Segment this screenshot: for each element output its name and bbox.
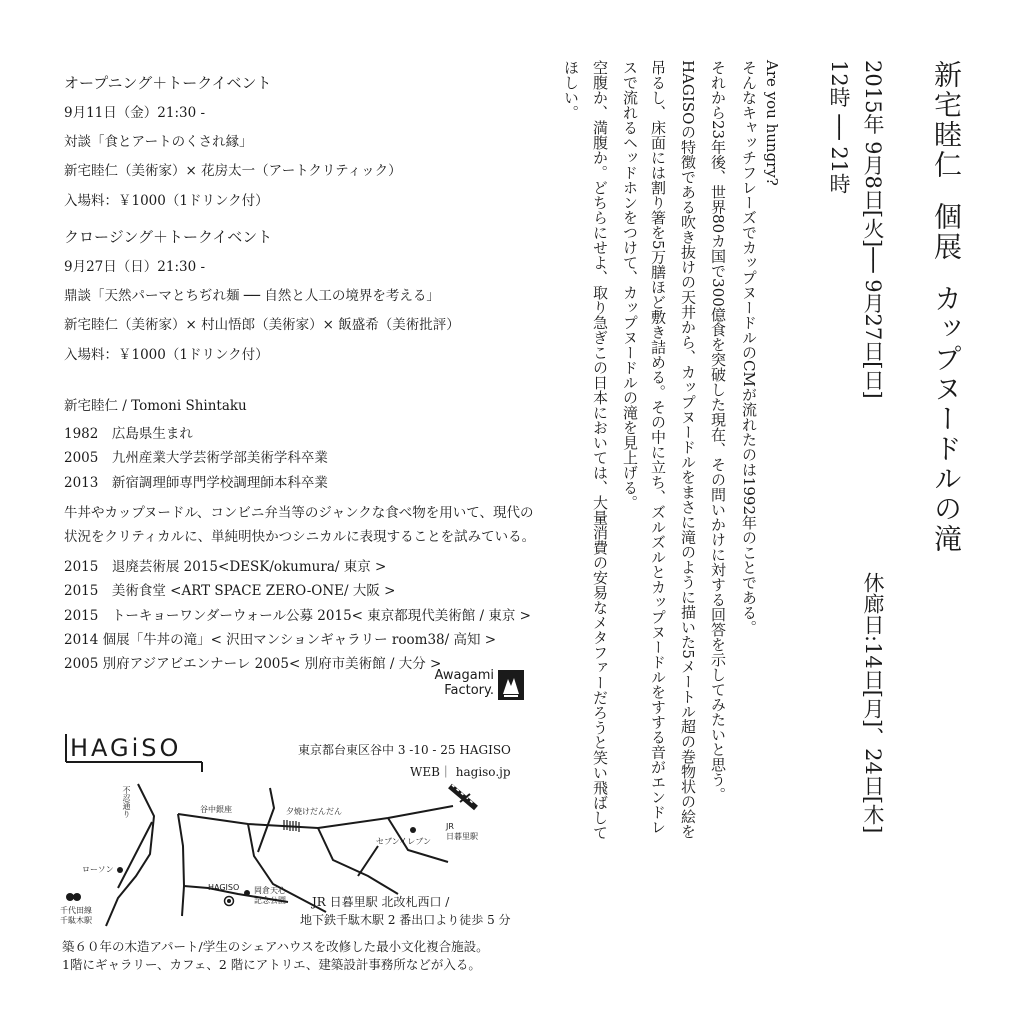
map-label-seven-eleven: セブンイレブン: [376, 837, 431, 846]
statement-line: 吊るし、床面には割り箸を5万膳ほど敷き詰める。その中に立ち、ズルズルとカップヌードルをすする音がエンドレ: [649, 60, 667, 835]
statement-line: ほしい。: [562, 60, 580, 120]
venue-description-line: 1階にギャラリー、カフェ、2 階にアトリエ、建築設計事務所などが入る。: [62, 957, 481, 972]
map-label-okakura-park: 岡倉天心 記念公園: [254, 886, 286, 905]
venue-web: WEB｜ hagiso.jp: [410, 765, 511, 779]
bio-name: 新宅睦仁 / Tomoni Shintaku: [64, 398, 247, 414]
exhibition-title: [930, 60, 963, 554]
map-label-shinobazu: 不忍通り: [122, 786, 131, 818]
bio-exhibition-item: 2005 別府アジアビエンナーレ 2005< 別府市美術館 / 大分 >: [64, 655, 442, 672]
opening-event-fee: 入場料：￥1000（1ドリンク付）: [64, 192, 269, 209]
awagami-factory-logo: Awagami Factory.: [434, 668, 494, 698]
artist-bio: [64, 398, 534, 672]
work-title: カップヌードルの滝: [930, 284, 963, 554]
venue-address: 東京都台東区谷中 3 -10 - 25 HAGISO: [298, 743, 511, 757]
closing-event-fee: 入場料：￥1000（1ドリンク付）: [64, 346, 269, 363]
bio-exhibition-item: 2014 個展「牛丼の滝」< 沢田マンションギャラリー room38/ 高知 >: [64, 631, 497, 648]
road: [178, 814, 184, 916]
statement-line: スで流れるヘッドホンをつけて、カップヌードルの滝を見上げる。: [621, 60, 639, 510]
opening-event-title: オープニング＋トークイベント: [64, 74, 272, 92]
map-label-jr-nippori: JR 日暮里駅: [446, 822, 478, 841]
map-label-yanaka-ginza: 谷中銀座: [200, 805, 232, 814]
hagiso-logo-mark: [64, 734, 204, 774]
map-label-lawson: ローソン: [82, 865, 114, 874]
access-line: JR 日暮里駅 北改札西口 /: [312, 895, 450, 909]
opening-hours: 12時 ── 21時: [827, 60, 851, 195]
statement-line: Are you hungry?: [763, 60, 781, 186]
road: [358, 846, 378, 876]
lawson-marker-icon: [117, 867, 123, 873]
web-link[interactable]: hagiso.jp: [455, 765, 511, 779]
opening-event-speakers: 新宅睦仁（美術家）× 花房太一（アートクリティック）: [64, 163, 402, 180]
statement-line: 空腹か、満腹か。どちらにせよ、取り急ぎこの日本においては、大量消費の安易なメタファーだろうと笑い飛ばして: [591, 60, 609, 840]
venue-description-line: 築６０年の木造アパート/学生のシェアハウスを改修した最小文化複合施設。: [62, 939, 489, 954]
bio-exhibition-item: 2015 美術食堂 <ART SPACE ZERO-ONE/ 大阪 >: [64, 583, 396, 600]
map-label-hagiso: HAGISO: [208, 883, 240, 892]
road: [258, 788, 274, 852]
date-range: 2015年 9月8日[火]── 9月27日[日]: [861, 60, 885, 399]
statement-line: HAGISOの特徴である吹き抜けの天井から、カップヌードルをまさに滝のように描いた5メートル超の巻物状の絵を: [679, 60, 697, 839]
hagiso-logo: [64, 734, 204, 778]
closing-event-date: 9月27日（日）21:30 -: [64, 259, 206, 275]
park-marker-icon: [244, 890, 250, 896]
artist-name: 新宅睦仁: [930, 60, 963, 180]
closing-event: [64, 228, 534, 363]
access-map[interactable]: [58, 776, 528, 936]
opening-event: [64, 74, 534, 209]
closing-event-speakers: 新宅睦仁（美術家）× 村山悟郎（美術家）× 飯盛希（美術批評）: [64, 317, 460, 334]
map-label-sendagi: 千代田線 千駄木駅: [60, 906, 92, 925]
closing-event-talk: 鼎談「天然パーマとちぢれ麺 ── 自然と人工の境界を考える」: [64, 288, 440, 305]
map-label-yuyake-dandan: 夕焼けだんだん: [286, 807, 342, 816]
bio-description-line: 状況をクリティカルに、単純明快かつシニカルに表現することを試みている。: [64, 528, 536, 545]
opening-event-date: 9月11日（金）21:30 -: [64, 105, 206, 121]
closing-event-title: クロージング＋トークイベント: [64, 228, 273, 246]
bio-exhibition-item: 2015 トーキョーワンダーウォール公募 2015< 東京都現代美術館 / 東京 >: [64, 607, 531, 624]
awagami-emblem-icon: [498, 670, 524, 700]
closed-days: 休廊日:14日[月]、24日[木]: [861, 572, 885, 834]
bio-description-line: 牛丼やカップヌードル、コンビニ弁当等のジャンクな食べ物を用いて、現代の: [64, 504, 534, 521]
statement-line: そんなキャッチフレーズでカップヌードルのCMが流れたのは1992年のことである。: [740, 60, 758, 636]
bio-exhibition-item: 2015 退廃芸術展 2015<DESK/okumura/ 東京 >: [64, 559, 387, 576]
bio-history-item: 2005 九州産業大学芸術学部美術学科卒業: [64, 450, 328, 467]
show-type: 個展: [930, 202, 963, 262]
access-line: 地下鉄千駄木駅 2 番出口より徒歩 5 分: [300, 913, 511, 927]
statement-line: それから23年後、世界80カ国で300億食を突破した現在、その問いかけに対する回答を示してみたいと思う。: [709, 60, 727, 802]
seven-eleven-marker-icon: [410, 827, 416, 833]
metro-icon: [66, 893, 81, 901]
web-label: WEB: [410, 765, 440, 779]
bio-history-item: 1982 広島県生まれ: [64, 426, 193, 443]
opening-event-talk: 対談「食とアートのくされ縁」: [64, 134, 253, 151]
hagiso-logo-text: HAGiSO: [70, 734, 182, 762]
bio-history-item: 2013 新宿調理師専門学校調理師本科卒業: [64, 474, 328, 491]
railway-icon: [450, 785, 476, 808]
